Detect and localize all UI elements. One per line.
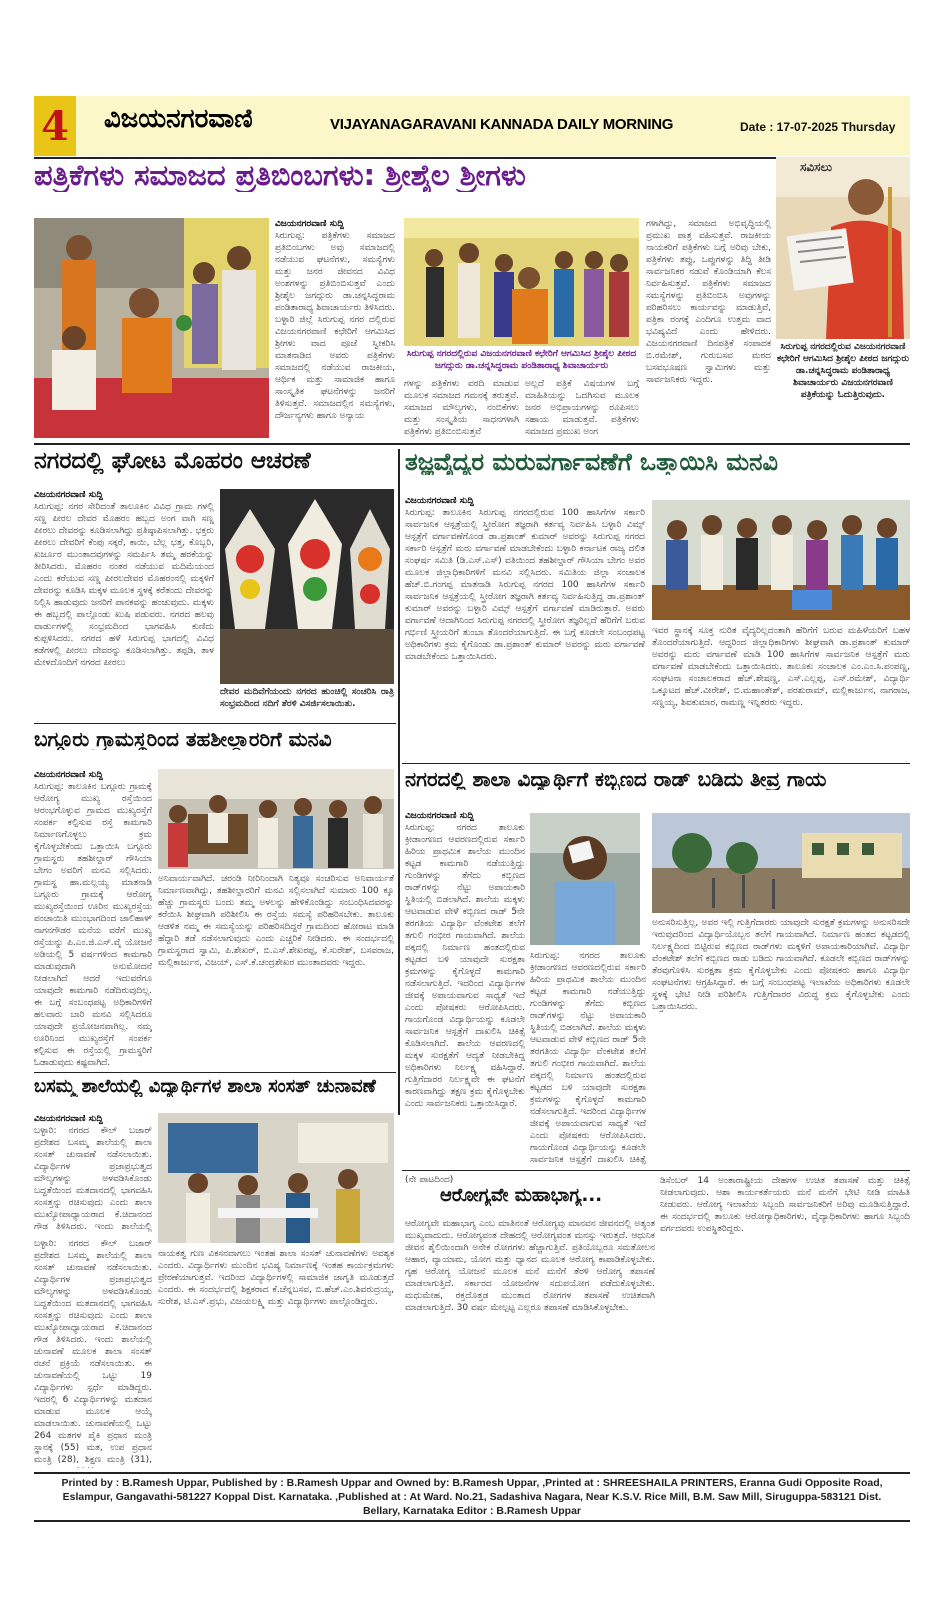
story-text: ಗಳಾಗಿದ್ದು, ಸಮಾಜದ ಅಭಿವೃದ್ಧಿಯಲ್ಲಿ ಪ್ರಮುಖ ಪಾತ್ರ ವಹಿಸುತ್ತವೆ. ರಾಜಕೀಯ ನಾಯಕರಿಗೆ ಪತ್ರಿಕೆಗಳು ಬಗ್ಗೆ ಅರಿವು ಬೇಕು, ಪತ್ರಿಕೆಗಳು ತಪ್ಪು, ಒಪ್ಪುಗಳನ್ನು ತಿದ್ದಿ ತೀಡಿ ಸಾರ್ವಜನಿಕರ ನಡುವೆ ಕೊಂಡಿಯಾಗಿ ಕೆಲಸ ನಿರ್ವಹಿಸುತ್ತವೆ. ಪತ್ರಿಕೆಗಳು ಸಮಾಜದ ಸಮಸ್ಯೆಗಳನ್ನು ಪ್ರತಿಬಿಂಬಿಸಿ ಅವುಗಳನ್ನು ಪರಿಹರಿಸಲು ಕಾರ್ಯವನ್ನು ಮಾಡುತ್ತಿವೆ, ಪತ್ರಿಕಾ ರಂಗಕ್ಕೆ ಎಂದಿಗೂ ಉತ್ತಮ ವಾದ ಭವಿಷ್ಯವಿದೆ ಎಂದು ಹೇಳಿದರು. ವಿಜಯನಗರವಾಣಿ ದಿನಪತ್ರಿಕೆ ಸಂಪಾದಕ ಬಿ.ರಮೇಶ್, ಗುರುಬಸವ ಮಠದ ಬಸವಭೂಷಣ ಸ್ವಾಮಿಗಳು ಮತ್ತು ಸಾರ್ವಜನಿಕರು ಇದ್ದರು. — [646, 219, 771, 385]
story-dateline: ವಿಜಯನಗರವಾಣಿ ಸುದ್ದಿ — [405, 496, 474, 506]
news-photo — [404, 218, 639, 346]
imprint-line: Eslampur, Gangavathi-581227 Koppal Dist. Karnataka. ,Published at : At Ward. No.21, Sadashiva Nagara, Near K.S.V. Rice Mill, B.M. Saw Mill, Siruguppa-583121 Dist. — [62, 1491, 882, 1503]
story-text: ಸಿರುಗುಪ್ಪ: ಪತ್ರಿಕೆಗಳು ಸಮಾಜದ ಪ್ರತಿಬಿಂಬಗಳು ಅವು ಸಮಾಜದಲ್ಲಿ ನಡೆಯುವ ಘಟನೆಗಳು, ಸಮಸ್ಯೆಗಳು ಮತ್ತು ಜನರ ಜೀವನದ ವಿವಿಧ ಅಂಶಗಳನ್ನು ಪ್ರತಿಬಿಂಬಿಸುತ್ತವೆ ಎಂದು ಶ್ರೀಶೈಲ ಜಗದ್ಗುರು ಡಾ.ಚನ್ನಸಿದ್ಧರಾಮ ಪಂಡಿತಾರಾಧ್ಯ ಶಿವಾಚಾರ್ಯರು ತಿಳಿಸಿದರು. ಬಳ್ಳಾರಿ ಜಿಲ್ಲೆ ಸಿರುಗುಪ್ಪ ನಗರ ದಲ್ಲಿರುವ ವಿಜಯನಗರವಾಣಿ ಕಛೇರಿಗೆ ಆಗಮಿಸಿದ ಶ್ರೀಗಳು ವಾದ ಪೂಜೆ ಸ್ವೀಕರಿಸಿ ಮಾತನಾಡಿದ ಅವರು ಪತ್ರಿಕೆಗಳು ಸಮಾಜದಲ್ಲಿ ನಡೆಯುವ ರಾಜಕೀಯ, ಆರ್ಥಿಕ ಮತ್ತು ಸಾಮಾಜಿಕ ಹಾಗೂ ಸಾಂಸ್ಕೃತಿಕ ಘಟನೆಗಳನ್ನು ಜನರಿಗೆ ತಿಳಿಸುತ್ತವೆ. ಸಮಾಜದಲ್ಲಿನ ಸಮಸ್ಯೆಗಳು, ದೌರ್ಜನ್ಯಗಳು ಹಾಗೂ ಅನ್ಯಾಯ — [275, 231, 395, 421]
photo-caption: ಸಿರುಗುಪ್ಪ ನಗರದಲ್ಲಿರುವ ವಿಜಯನಗರವಾಣಿ ಕಛೇರಿಗೆ ಆಗಮಿಸಿದ ಶ್ರೀಶೈಲ ಪೀಠದ ಜಗದ್ಗುರು ಡಾ.ಚನ್ನಸಿದ್ಧರಾಮ ಪಂಡಿತಾರಾಧ್ಯ ಶಿವಾಚಾರ್ಯರು ವಿಜಯನಗರವಾಣಿ ಪತ್ರಿಕೆಯನ್ನು ಓದುತ್ತಿರುವುದು. — [776, 342, 910, 400]
story-headline: ಪತ್ರಿಕೆಗಳು ಸಮಾಜದ ಪ್ರತಿಬಿಂಬಗಳು: ಶ್ರೀಶೈಲ ಶ್ರೀಗಳು — [34, 160, 526, 192]
story-text: ಆರೋಗ್ಯವೇ ಮಹಾಭಾಗ್ಯ ಎಂಬ ಮಾತಿನಂತೆ ಆರೋಗ್ಯವು ಮಾನವನ ಜೀವನದಲ್ಲಿ ಅತ್ಯಂತ ಮುಖ್ಯವಾದುದು. ಆರೋಗ್ಯವಂತ ದೇಹದಲ್ಲಿ ಆರೋಗ್ಯವಂತ ಮನಸ್ಸು ಇರುತ್ತದೆ. ಆಧುನಿಕ ಜೀವನ ಶೈಲಿಯಿಂದಾಗಿ ಅನೇಕ ರೋಗಗಳು ಹೆಚ್ಚಾಗುತ್ತಿವೆ. ಪ್ರತಿಯೊಬ್ಬರೂ ಸಮತೋಲನ ಆಹಾರ, ವ್ಯಾಯಾಮ, ಯೋಗ ಮತ್ತು ಧ್ಯಾನದ ಮೂಲಕ ಆರೋಗ್ಯ ಕಾಪಾಡಿಕೊಳ್ಳಬೇಕು. ಗೃಹ ಆರೋಗ್ಯ ಯೋಜನೆ ಮೂಲಕ ಮನೆ ಮನೆಗೆ ತೆರಳಿ ಆರೋಗ್ಯ ತಪಾಸಣೆ ಮಾಡಲಾಗುತ್ತಿದೆ. ಸರ್ಕಾರದ ಯೋಜನೆಗಳ ಸದುಪಯೋಗ ಪಡೆದುಕೊಳ್ಳಬೇಕು. ಮಧುಮೇಹ, ರಕ್ತದೊತ್ತಡ ಮುಂತಾದ ರೋಗಗಳ ತಪಾಸಣೆ ಉಚಿತವಾಗಿ ಮಾಡಲಾಗುತ್ತಿದೆ. 30 ವರ್ಷ ಮೇಲ್ಪಟ್ಟ ಎಲ್ಲರೂ ತಪಾಸಣೆ ಮಾಡಿಸಿಕೊಳ್ಳಬೇಕು. — [405, 1219, 655, 1313]
divider — [34, 723, 396, 724]
imprint-line: Bellary, Karnataka Editor : B.Ramesh Uppar — [362, 1505, 582, 1517]
news-photo — [158, 769, 394, 869]
page-number: 4 — [34, 96, 76, 156]
newspaper-title-kannada: ವಿಜಯನಗರವಾಣಿ — [104, 104, 253, 134]
story-text: ಅನಿವಾರ್ಯವಾಗಿದೆ. ಚರಂಡಿ ನೀರಿನಿಂದಾಗಿ ನಿತ್ಯವೂ ಸಂಚರಿಸುವ ಅನಿವಾರ್ಯತೆ ನಿರ್ಮಾಣವಾಗಿದ್ದು, ತಹಶೀಲ್ದಾರರಿಗೆ ಮನವಿ ಸಲ್ಲಿಸಲಾಗಿದೆ ಸುಮಾರು 100 ಕ್ಕೂ ಹೆಚ್ಚು ಗ್ರಾಮಸ್ಥರು ಬಂದು ತಮ್ಮ ಅಳಲನ್ನು ಹೇಳಿಕೊಂಡಿದ್ದು ಸಂಬಂಧಿಸಿದವರನ್ನು ಕರೆಯಿಸಿ ಶೀಘ್ರವಾಗಿ ಪರಿಶೀಲಿಸಿ ಈ ರಸ್ತೆಯ ಸಮಸ್ಯೆ ಪರಿಹರಿಸಬೇಕು. ತಾಲೂಕು ಆಡಳಿತ ನಮ್ಮ ಈ ಸಮಸ್ಯೆಯನ್ನು ಪರಿಹರಿಸದಿದ್ದರೆ ಗ್ರಾಮದಿಂದ ಹೋರಾಟ ಮಾಡಿ ಹೆದ್ದಾರಿ ತಡೆ ನಡೆಸಲಾಗುವುದು ಎಂದು ಎಚ್ಚರಿಕೆ ನೀಡಿದರು. ಈ ಸಂದರ್ಭದಲ್ಲಿ ಗ್ರಾಮಸ್ಥರಾದ ಸ್ವಾಮಿ, ಪಿ.ಶೇಖರ್, ಬಿ.ಎಸ್.ಶೇಖರಪ್ಪ, ಕೆ.ಸುರೇಶ್, ಬಸವರಾಜ, ಮಲ್ಲಿಕಾರ್ಜುನ, ವಿಜಯ್, ಎಸ್.ಕೆ.ಚಂದ್ರಶೇಖರ ಮುಂತಾದವರು ಇದ್ದರು. — [158, 874, 394, 968]
newspaper-title-english: VIJAYANAGARAVANI KANNADA DAILY MORNING — [330, 116, 674, 133]
story-text: ಅನುಸರಿಸುತ್ತಿಲ್ಲ, ಅವರ ಇಲ್ಲಿ ಗುತ್ತಿಗೆದಾರರು ಯಾವುದೇ ಸುರಕ್ಷತೆ ಕ್ರಮಗಳನ್ನು ಅನುಸರಿಸದೇ ಇರುವುದರಿಂದ ವಿದ್ಯಾರ್ಥಿಯೊಬ್ಬನ ತಲೆಗೆ ಗಾಯವಾಗಿದೆ. ನಿರ್ಮಾಣ ಹಂತದ ಕಟ್ಟಡದಲ್ಲಿ ನಿರ್ಲಕ್ಷ್ಯದಿಂದ ಬಿಟ್ಟಿರುವ ಕಬ್ಬಿಣದ ರಾಡ್‌ಗಳು ಮಕ್ಕಳಿಗೆ ಅಪಾಯಕಾರಿಯಾಗಿವೆ. ವಿದ್ಯಾರ್ಥಿ ವೆಂಕಟೇಶ್ ತಲೆಗೆ ಕಬ್ಬಿಣದ ರಾಡು ಬಡಿದು ಗಾಯವಾಗಿದೆ. ಕೂಡಲೇ ಕಬ್ಬಿಣದ ರಾಡ್‌ಗಳನ್ನು ತೆರವುಗೊಳಿಸಿ ಸುರಕ್ಷತಾ ಕ್ರಮ ಕೈಗೊಳ್ಳಬೇಕು ಎಂದು ಪೋಷಕರು ಹಾಗೂ ವಿದ್ಯಾರ್ಥಿ ಸಂಘಟನೆಗಳು ಆಗ್ರಹಿಸಿದ್ದಾರೆ. ಈ ಬಗ್ಗೆ ಸಂಬಂಧಪಟ್ಟ ಇಲಾಖೆಯ ಅಧಿಕಾರಿಗಳು ಕೂಡಲೇ ಸ್ಥಳಕ್ಕೆ ಭೇಟಿ ನೀಡಿ ಪರಿಶೀಲಿಸಿ ಗುತ್ತಿಗೆದಾರರ ವಿರುದ್ಧ ಕ್ರಮ ಕೈಗೊಳ್ಳಬೇಕು ಎಂದು ಒತ್ತಾಯಿಸಿದರು. — [652, 918, 910, 1012]
story-dateline: ವಿಜಯನಗರವಾಣಿ ಸುದ್ದಿ — [34, 1114, 103, 1124]
divider — [402, 763, 910, 764]
news-photo — [776, 157, 910, 339]
story-text: ಗಳನ್ನು ಪತ್ರಿಕೆಗಳು ವರದಿ ಮಾಡುವ ಮೂಲಕ ಸಮಾಜದ ಗಮನಕ್ಕೆ ತರುತ್ತವೆ. ಸಮಾಜದ ಮೌಲ್ಯಗಳು, ನಂಬಿಕೆಗಳು ಮತ್ತು ಸಂಸ್ಕೃತಿಯ ಸಾಧನಗಳಾಗಿ ಪತ್ರಿಕೆಗಳು ಪ್ರತಿಬಿಂಬಿಸುತ್ತವೆ — [404, 379, 519, 437]
photo-caption: ದೇವರ ಮದಿವೆಗೆಯಂದು ನಗರದ ಹುಂಚಿಲ್ಲಿ ಸಂಚರಿಸಿ ರಾತ್ರಿ ಸಂಭ್ರಮದಿಂದ ನದಿಗೆ ತೆರಳಿ ವಿಸರ್ಜಿಸಲಾಯಿತು. — [220, 687, 394, 709]
story-text: ಸಿರುಗುಪ್ಪ: ನಗರದ ತಾಲೂಕು ಕ್ರೀಡಾಂಗಣದ ಆವರಣದಲ್ಲಿರುವ ಸರ್ಕಾರಿ ಹಿರಿಯ ಪ್ರಾಥಮಿಕ ಶಾಲೆಯ ಮುಂದಿನ ಕಟ್ಟಡ ಕಾಮಗಾರಿ ನಡೆಯುತ್ತಿದ್ದು ಗುಂಡಿಗಳನ್ನು ತೆಗೆದು ಕಬ್ಬಿಣದ ರಾಡ್‌ಗಳನ್ನು ನೆಟ್ಟು ಅಪಾಯಕಾರಿ ಸ್ಥಿತಿಯಲ್ಲಿ ಬಿಡಲಾಗಿದೆ. ಶಾಲೆಯ ಮಕ್ಕಳು ಆಟವಾಡುವ ವೇಳೆ ಕಬ್ಬಿಣದ ರಾಡ್ 5ನೇ ತರಗತಿಯ ವಿದ್ಯಾರ್ಥಿ ವೆಂಕಟೇಶ ತಲೆಗೆ ತಗುಲಿ ಗಂಭೀರ ಗಾಯವಾಗಿದೆ. ಶಾಲೆಯ ಪಕ್ಕದಲ್ಲಿ ನಿರ್ಮಾಣ ಹಂತದಲ್ಲಿರುವ ಕಟ್ಟಡದ ಬಳಿ ಯಾವುದೇ ಸುರಕ್ಷತಾ ಕ್ರಮಗಳನ್ನು ಕೈಗೊಳ್ಳದೆ ಕಾಮಗಾರಿ ನಡೆಸಲಾಗುತ್ತಿದೆ. ಇದರಿಂದ ವಿದ್ಯಾರ್ಥಿಗಳ ಜೀವಕ್ಕೆ ಅಪಾಯವಾಗುವ ಸಾಧ್ಯತೆ ಇದೆ ಎಂದು ಪೋಷಕರು ಆರೋಪಿಸಿದರು. ಗಾಯಗೊಂಡ ವಿದ್ಯಾರ್ಥಿಯನ್ನು ಕೂಡಲೇ ಸಾರ್ವಜನಿಕ ಆಸ್ಪತ್ರೆಗೆ ದಾಖಲಿಸಿ ಚಿಕಿತ್ಸೆ — [530, 951, 646, 1165]
story-text: ಸಿರುಗುಪ್ಪ: ತಾಲೂಕಿನ ಸಿರುಗುಪ್ಪ ನಗರದಲ್ಲಿರುವ 100 ಹಾಸಿಗೆಗಳ ಸರ್ಕಾರಿ ಸಾರ್ವಜನಿಕ ಆಸ್ಪತ್ರೆಯಲ್ಲಿ ಸ್ತ್ರೀರೋಗ ತಜ್ಞರಾಗಿ ಕರ್ತವ್ಯ ನಿರ್ವಹಿಸಿ ಬಳ್ಳಾರಿ ವಿಮ್ಸ್ ಆಸ್ಪತ್ರೆಗೆ ವರ್ಗಾವಣೆಗೊಂಡ ಡಾ.ಪ್ರಶಾಂತ್ ಕುಮಾರ್ ಅವರನ್ನು ಸಿರುಗುಪ್ಪ ನಗರದ ಸರ್ಕಾರಿ ಆಸ್ಪತ್ರೆಗೆ ಮರು ವರ್ಗಾವಣೆ ಮಾಡಬೇಕೆಂದು ಬಳ್ಳಾರಿ ಕರ್ನಾಟಕ ರಾಜ್ಯ ದಲಿತ ಸಂಘರ್ಷ ಸಮಿತಿ (ಡಿ.ಎಸ್.ಎಸ್) ವತಿಯಿಂದ ತಹಶೀಲ್ದಾರ್ ಗೌಸಿಯಾ ಬೇಗಂ ಅವರ ಮೂಲಕ ಜಿಲ್ಲಾಧಿಕಾರಿಗಳಿಗೆ ಮನವಿ ಸಲ್ಲಿಸಿದರು. ಸಮಿತಿಯ ಜಿಲ್ಲಾ ಸಂಚಾಲಕ ಹೆಚ್.ಬಿ.ಗಂಗಪ್ಪ ಮಾತನಾಡಿ ಸಿರುಗುಪ್ಪ ನಗರದ 100 ಹಾಸಿಗೆಗಳ ಸರ್ಕಾರಿ ಸಾರ್ವಜನಿಕ ಆಸ್ಪತ್ರೆಯಲ್ಲಿ ಸ್ತ್ರೀರೋಗ ತಜ್ಞರಾಗಿ ಕರ್ತವ್ಯ ನಿರ್ವಹಿಸುತ್ತಿದ್ದ ಡಾ.ಪ್ರಶಾಂತ್ ಕುಮಾರ್ ಅವರನ್ನು ಬಳ್ಳಾರಿ ವಿಮ್ಸ್ ಆಸ್ಪತ್ರೆಗೆ ವರ್ಗಾವಣೆ ಮಾಡಿರುತ್ತಾರೆ. ಅವರು ವರ್ಗಾವಣೆ ಆದಾಗಿನಿಂದ ಸಿರುಗುಪ್ಪ ನಗರದಲ್ಲಿ ಸ್ತ್ರೀರೋಗ ತಜ್ಞರಿಲ್ಲದೆ ಹೆರಿಗೆಗೆ ಬರುವ ಗರ್ಭಿಣಿ ಸ್ತ್ರೀಯರಿಗೆ ತುಂಬಾ ತೊಂದರೆಯಾಗುತ್ತಿದೆ. ಈ ಬಗ್ಗೆ ಕೂಡಲೇ ಸಂಬಂಧಪಟ್ಟ ಅಧಿಕಾರಿಗಳು ಕ್ರಮ ಕೈಗೊಂಡು ಡಾ.ಪ್ರಶಾಂತ್ ಕುಮಾರ್ ಅವರನ್ನು ಮರು ವರ್ಗಾವಣೆ ಮಾಡಬೇಕೆಂದು ಒತ್ತಾಯಿಸಿದರು. — [405, 508, 645, 662]
divider — [402, 1170, 910, 1171]
story-dateline: ವಿಜಯನಗರವಾಣಿ ಸುದ್ದಿ — [405, 811, 474, 821]
story-headline: ಬಗ್ಗೂರು ಗ್ರಾಮಸ್ಥರಿಂದ ತಹಶೀಲ್ದಾರರಿಗೆ ಮನವಿ — [34, 728, 332, 750]
story-body — [34, 769, 152, 1069]
story-body — [275, 218, 395, 438]
story-body — [405, 810, 525, 1166]
story-dateline: ವಿಜಯನಗರವಾಣಿ ಸುದ್ದಿ — [275, 219, 344, 229]
news-photo — [652, 500, 910, 620]
news-photo — [220, 489, 394, 684]
story-text: ನಾಯಕತ್ವ ಗುಣ ವಿಕಸನವಾಗಲು ಇಂತಹ ಶಾಲಾ ಸಂಸತ್ ಚುನಾವಣೆಗಳು ಅವಶ್ಯಕ ಎಂದರು. ವಿದ್ಯಾರ್ಥಿಗಳು ಮುಂದಿನ ಭವಿಷ್ಯ ನಿರ್ಮಾಣಕ್ಕೆ ಇಂತಹ ಕಾರ್ಯಕ್ರಮಗಳು ಪ್ರೇರಣೆಯಾಗುತ್ತವೆ. ಇದರಿಂದ ವಿದ್ಯಾರ್ಥಿಗಳಲ್ಲಿ ಸಾಮಾಜಿಕ ಜಾಗೃತಿ ಮೂಡುತ್ತದೆ ಎಂದರು. ಈ ಸಂದರ್ಭದಲ್ಲಿ ಶಿಕ್ಷಕರಾದ ಕೆ.ಚೆನ್ನಬಸವ, ಬಿ.ಹೆಚ್.ಎಂ.ಶಿವರುದ್ರಯ್ಯ, ಸುರೇಶ, ಟಿ.ಎಸ್.ಪ್ರಭು, ವಿಜಯಲಕ್ಷ್ಮಿ ಮತ್ತು ವಿದ್ಯಾರ್ಥಿಗಳು ಪಾಲ್ಗೊಂಡಿದ್ದರು. — [158, 1249, 394, 1307]
news-photo — [34, 218, 269, 438]
story-dateline: ವಿಜಯನಗರವಾಣಿ ಸುದ್ದಿ — [34, 770, 103, 780]
news-photo — [652, 813, 910, 913]
story-body — [34, 489, 214, 699]
story-headline: ತಜ್ಞವೈದ್ಯರ ಮರುವರ್ಗಾವಣೆಗೆ ಒತ್ತಾಯಿಸಿ ಮನವಿ — [405, 449, 778, 476]
news-photo — [158, 1113, 394, 1243]
story-headline: ಆರೋಗ್ಯವೇ ಮಹಾಭಾಗ್ಯ... — [440, 1186, 603, 1206]
story-text: ಸಿರುಗುಪ್ಪ: ನಗರದ ತಾಲೂಕು ಕ್ರೀಡಾಂಗಣದ ಆವರಣದಲ್ಲಿರುವ ಸರ್ಕಾರಿ ಹಿರಿಯ ಪ್ರಾಥಮಿಕ ಶಾಲೆಯ ಮುಂದಿನ ಕಟ್ಟಡ ಕಾಮಗಾರಿ ನಡೆಯುತ್ತಿದ್ದು ಗುಂಡಿಗಳನ್ನು ತೆಗೆದು ಕಬ್ಬಿಣದ ರಾಡ್‌ಗಳನ್ನು ನೆಟ್ಟು ಅಪಾಯಕಾರಿ ಸ್ಥಿತಿಯಲ್ಲಿ ಬಿಡಲಾಗಿದೆ. ಶಾಲೆಯ ಮಕ್ಕಳು ಆಟವಾಡುವ ವೇಳೆ ಕಬ್ಬಿಣದ ರಾಡ್ 5ನೇ ತರಗತಿಯ ವಿದ್ಯಾರ್ಥಿ ವೆಂಕಟೇಶ ತಲೆಗೆ ತಗುಲಿ ಗಂಭೀರ ಗಾಯವಾಗಿದೆ. ಶಾಲೆಯ ಪಕ್ಕದಲ್ಲಿ ನಿರ್ಮಾಣ ಹಂತದಲ್ಲಿರುವ ಕಟ್ಟಡದ ಬಳಿ ಯಾವುದೇ ಸುರಕ್ಷತಾ ಕ್ರಮಗಳನ್ನು ಕೈಗೊಳ್ಳದೆ ಕಾಮಗಾರಿ ನಡೆಸಲಾಗುತ್ತಿದೆ. ಇದರಿಂದ ವಿದ್ಯಾರ್ಥಿಗಳ ಜೀವಕ್ಕೆ ಅಪಾಯವಾಗುವ ಸಾಧ್ಯತೆ ಇದೆ ಎಂದು ಪೋಷಕರು ಆರೋಪಿಸಿದರು. ಗಾಯಗೊಂಡ ವಿದ್ಯಾರ್ಥಿಯನ್ನು ಕೂಡಲೇ ಸಾರ್ವಜನಿಕ ಆಸ್ಪತ್ರೆಗೆ ದಾಖಲಿಸಿ ಚಿಕಿತ್ಸೆ ಕೊಡಿಸಲಾಗಿದೆ. ಶಾಲೆಯ ಆವರಣದಲ್ಲಿ ಮಕ್ಕಳ ಸುರಕ್ಷತೆಗೆ ಆದ್ಯತೆ ನೀಡಬೇಕಿದ್ದ ಅಧಿಕಾರಿಗಳು ನಿರ್ಲಕ್ಷ್ಯ ವಹಿಸಿದ್ದಾರೆ. ಗುತ್ತಿಗೆದಾರರ ನಿರ್ಲಕ್ಷ್ಯವೇ ಈ ಘಟನೆಗೆ ಕಾರಣವಾಗಿದ್ದು ತಕ್ಷಣ ಕ್ರಮ ಕೈಗೊಳ್ಳಬೇಕು ಎಂದು ಸಾರ್ವಜನಿಕರು ಒತ್ತಾಯಿಸಿದ್ದಾರೆ. — [405, 823, 525, 1109]
divider — [34, 1072, 396, 1073]
divider — [34, 1520, 910, 1522]
story-text: ಡಿಸೆಂಬರ್ 14 ಅಂತಾರಾಷ್ಟ್ರೀಯ ದೇಹಗಳ ಉಚಿತ ತಪಾಸಣೆ ಮತ್ತು ಚಿಕಿತ್ಸೆ ನೀಡಲಾಗುವುದು. ಆಶಾ ಕಾರ್ಯಕರ್ತೆಯರು ಮನೆ ಮನೆಗೆ ಭೇಟಿ ನೀಡಿ ಮಾಹಿತಿ ನೀಡುವರು. ಆರೋಗ್ಯ ಇಲಾಖೆಯ ಸಿಬ್ಬಂದಿ ಸಾರ್ವಜನಿಕರಿಗೆ ಅರಿವು ಮೂಡಿಸುತ್ತಿದ್ದಾರೆ. ಈ ಸಂದರ್ಭದಲ್ಲಿ ತಾಲೂಕು ಆರೋಗ್ಯಾಧಿಕಾರಿಗಳು, ವೈದ್ಯಾಧಿಕಾರಿಗಳು ಹಾಗೂ ಸಿಬ್ಬಂದಿ ವರ್ಗದವರು ಉಪಸ್ಥಿತರಿದ್ದರು. — [660, 1176, 910, 1234]
story-headline: ನಗರದಲ್ಲಿ ಶಾಲಾ ವಿದ್ಯಾರ್ಥಿಗೆ ಕಬ್ಬಿಣದ ರಾಡ್ ಬಡಿದು ತೀವ್ರ ಗಾಯ — [405, 768, 827, 790]
column-divider — [398, 449, 400, 1115]
issue-date: Date : 17-07-2025 Thursday — [740, 120, 896, 134]
story-body — [405, 495, 645, 739]
divider — [34, 443, 910, 445]
story-text: ಸಿರುಗುಪ್ಪ: ನಗರ ಸೇರಿದಂತೆ ತಾಲೂಕಿನ ವಿವಿಧ ಗ್ರಾಮ ಗಳಲ್ಲಿ ಸಣ್ಣ ಪೀರಲ ದೇವರ ಮೊಹರಂ ಹಬ್ಬದ ಅಂಗ ವಾಗಿ ಸಣ್ಣ ಪೀರಲು ದೇವರನ್ನು ಕೂಡಿಸಲಾಗಿದ್ದು ಪ್ರತಿಷ್ಠಾಪಿಸಲಾಗಿತ್ತು. ಭಕ್ತರು ಪೀರಲು ದೇವರಿಗೆ ಕೆಂಪು ಸಕ್ಕರೆ, ಕಾಯಿ, ಬೆಲ್ಲ ಭತ್ತ, ಕೊಬ್ಬರಿ, ಖರ್ಜೂರ ಮುಂತಾದವುಗಳನ್ನು ಸಮರ್ಪಿಸಿ ತಮ್ಮ ಹರಕೆಯನ್ನು ತೀರಿಸಿದರು. ಮೊಹರಂ ನಂತರ ನಡೆಯುವ ಮದಿಮೆಯಂದ ಎಂದು ಕರೆಯುವ ಸಣ್ಣ ಪೀರಲದೇವರ ಮೊಹರಂನಲ್ಲಿ ಮಕ್ಕಳಿಗೆ ದೇವರನ್ನು ಕೂಡಿಸಿ ಮಕ್ಕಳ ಮೂಲಕ ಸ್ಥಳಕ್ಕೆ ಕರೆತಂದು ದೇವರನ್ನು ನಿಲ್ಲಿಸಿ ಹಾಡುವುದು ಜನರಿಗೆ ಪಾನಕವನ್ನು ಹಂಚುವುದು. ಮಕ್ಕಳು ಈ ಹಬ್ಬದಲ್ಲಿ ಪಾಲ್ಗೊಂಡು ಖುಷಿ ಪಡುವರು. ನಗರದ ಹಲವು ವಾರ್ಡುಗಳಲ್ಲಿ ಸಂಭ್ರಮದಿಂದ ಭಾಗವಹಿಸಿ ಕುಣಿದು ಕುಪ್ಪಳಿಸಿದರು. ನಗರದ ಹಳೆ ಸಿರುಗುಪ್ಪ ಭಾಗದಲ್ಲಿ ವಿವಿಧ ಕಡೆಗಳಲ್ಲಿ ಪೀರಲು ದೇವರನ್ನು ಕೂಡಿಸಲಾಗಿತ್ತು. ತಪ್ಪಡಿ, ತಾಳ ಮೇಳದೊಂದಿಗೆ ನಗರದ ಪೀರಲು — [34, 502, 214, 668]
story-dateline: ವಿಜಯನಗರವಾಣಿ ಸುದ್ದಿ — [34, 490, 103, 500]
photo-label: ಸವಿಸಲು — [800, 160, 833, 174]
story-headline: ಬಸಮ್ಮ ಶಾಲೆಯಲ್ಲಿ ವಿದ್ಯಾರ್ಥಿಗಳ ಶಾಲಾ ಸಂಸತ್ ಚುನಾವಣೆ — [34, 1077, 376, 1097]
story-kicker: (ನೇ ಪಾಟದಿಂದ) — [405, 1175, 454, 1185]
story-text: ಅಲ್ಲದೆ ಪತ್ರಿಕೆ ವಿಷಯಗಳ ಬಗ್ಗೆ ಮಾಹಿತಿಯನ್ನು ಒದಗಿಸುವ ಮೂಲಕ ಜನರ ಅಭಿಪ್ರಾಯಗಳನ್ನು ರೂಪಿಸಲು ಸಹಾಯ ಮಾಡುತ್ತವೆ. ಪತ್ರಿಕೆಗಳು ಸಮಾಜದ ಪ್ರಮುಖ ಅಂಗ — [525, 379, 639, 437]
story-text: ಇವರ ಸ್ಥಾನಕ್ಕೆ ಸೂಕ್ತ ನುರಿತ ವೈದ್ಯರಿಲ್ಲದಂತಾಗಿ ಹೆರಿಗೆಗೆ ಬರುವ ಮಹಿಳೆಯರಿಗೆ ಬಹಳ ತೊಂದರೆಯಾಗುತ್ತಿದೆ. ಆದ್ದರಿಂದ ಜಿಲ್ಲಾಧಿಕಾರಿಗಳು ಶೀಘ್ರವಾಗಿ ಡಾ.ಪ್ರಶಾಂತ್ ಕುಮಾರ್ ಅವರನ್ನು ಮರು ವರ್ಗಾವಣೆ ಮಾಡಿ 100 ಹಾಸಿಗೆಗಳ ಸಾರ್ವಜನಿಕ ಆಸ್ಪತ್ರೆಗೆ ಮರು ವರ್ಗಾವಣೆ ಮಾಡಬೇಕೆಂದು ಒತ್ತಾಯಿಸಿದರು. ತಾಲೂಕು ಸಂಚಾಲಕ ಎಂ.ಎಂ.ಸಿ.ಪಂಪಣ್ಣ, ಸಂಘಟನಾ ಸಂಚಾಲಕರಾದ ಹೆಚ್.ಶೇಷಣ್ಣ, ಎಸ್.ಎಲ್ಲಪ್ಪ, ಎಸ್.ರಮೇಶ್, ವಿದ್ಯಾರ್ಥಿ ಒಕ್ಕೂಟದ ಹೆಚ್.ವೀರೇಶ್, ಬಿ.ಮಹಾಂತೇಶ್, ಪರಶುರಾಮ್, ಮಲ್ಲಿಕಾರ್ಜುನ, ನಾಗರಾಜ, ಸಣ್ಣಯ್ಯ, ಶಿವಕುಮಾರ, ರಾಮಣ್ಣ ಇನ್ನಿತರರು ಇದ್ದರು. — [652, 626, 910, 708]
story-text: ಬಳ್ಳಾರಿ: ನಗರದ ಕೌಲ್ ಬಜಾರ್ ಪ್ರದೇಶದ ಬಸಮ್ಮ ಶಾಲೆಯಲ್ಲಿ ಶಾಲಾ ಸಂಸತ್ ಚುನಾವಣೆ ನಡೆಸಲಾಯಿತು. ವಿದ್ಯಾರ್ಥಿಗಳ ಪ್ರಜಾಪ್ರಭುತ್ವದ ಮೌಲ್ಯಗಳನ್ನು ಅಳವಡಿಸಿಕೊಂಡು ಬದ್ಧತೆಯಿಂದ ಮತದಾನದಲ್ಲಿ ಭಾಗವಹಿಸಿ ಸಂಸತ್ತನ್ನು ರಚಿಸುವುದು ಎಂದು ಶಾಲಾ ಮುಖ್ಯೋಪಾಧ್ಯಾಯರಾದ ಕೆ.ಚಿದಾನಂದ ಗೌಡ ತಿಳಿಸಿದರು. ಇಂದು ಶಾಲೆಯಲ್ಲಿ ಚುನಾವಣೆ ಮೂಲಕ ಶಾಲಾ ಸಂಸತ್ ರಚನೆ ಪ್ರಕ್ರಿಯೆ ನಡೆಸಲಾಯಿತು. ಈ ಚುನಾವಣೆಯಲ್ಲಿ ಒಟ್ಟು 19 ವಿದ್ಯಾರ್ಥಿಗಳು ಸ್ಪರ್ಧೆ ಮಾಡಿದ್ದರು. ಇದರಲ್ಲಿ 6 ವಿದ್ಯಾರ್ಥಿಗಳನ್ನು ಮತದಾನ ಮಾಡುವ ಮೂಲಕ ಆಯ್ಕೆ ಮಾಡಲಾಯಿತು. ಚುನಾವಣೆಯಲ್ಲಿ ಒಟ್ಟು 264 ಮತಗಳ ಪೈಕಿ ಪ್ರಧಾನ ಮಂತ್ರಿ ಸ್ಥಾನಕ್ಕೆ (55) ಮತ, ಉಪ ಪ್ರಧಾನ ಮಂತ್ರಿ (28), ಶಿಕ್ಷಣ ಮಂತ್ರಿ (31), — [34, 1239, 152, 1465]
story-text: ಬಳ್ಳಾರಿ: ನಗರದ ಕೌಲ್ ಬಜಾರ್ ಪ್ರದೇಶದ ಬಸಮ್ಮ ಶಾಲೆಯಲ್ಲಿ ಶಾಲಾ ಸಂಸತ್ ಚುನಾವಣೆ ನಡೆಸಲಾಯಿತು. ವಿದ್ಯಾರ್ಥಿಗಳ ಪ್ರಜಾಪ್ರಭುತ್ವದ ಮೌಲ್ಯಗಳನ್ನು ಅಳವಡಿಸಿಕೊಂಡು ಬದ್ಧತೆಯಿಂದ ಮತದಾನದಲ್ಲಿ ಭಾಗವಹಿಸಿ ಸಂಸತ್ತನ್ನು ರಚಿಸುವುದು ಎಂದು ಶಾಲಾ ಮುಖ್ಯೋಪಾಧ್ಯಾಯರಾದ ಕೆ.ಚಿದಾನಂದ ಗೌಡ ತಿಳಿಸಿದರು. ಇಂದು ಶಾಲೆಯಲ್ಲಿ — [34, 1126, 152, 1232]
news-photo — [530, 813, 640, 945]
story-body — [34, 1113, 152, 1233]
divider — [34, 1472, 910, 1474]
imprint-line: Printed by : B.Ramesh Uppar, Published by : B.Ramesh Uppar and Owned by: B.Ramesh Uppar, ,Printed at : SHREESHAILA PRINTERS, Eranna Gudi Opposite Road, — [61, 1477, 883, 1489]
story-headline: ನಗರದಲ್ಲಿ ಘೋಟ ಮೊಹರಂ ಆಚರಣೆ — [34, 449, 311, 474]
story-text: ಸಿರುಗುಪ್ಪ: ತಾಲೂಕಿನ ಬಗ್ಗೂರು ಗ್ರಾಮಕ್ಕೆ ಆರೋಗ್ಯ ಮುಖ್ಯ ರಸ್ತೆಯಿಂದ ಆರಂಭಗೊಳ್ಳುವ ಗ್ರಾಮದ ಮುಖ್ಯರಸ್ತೆಗೆ ಸಂಪರ್ಕ ಕಲ್ಪಿಸುವ ರಸ್ತೆ ಕಾಮಗಾರಿ ನಿರ್ಮಾಣಗೊಳ್ಳಲು ಕ್ರಮ ಕೈಗೊಳ್ಳಬೇಕೆಂದು ಒತ್ತಾಯಿಸಿ ಬಗ್ಗೂರು ಗ್ರಾಮಸ್ಥರು ತಹಶೀಲ್ದಾರ್ ಗೌಸಿಯಾ ಬೇಗಂ ಅವರಿಗೆ ಮನವಿ ಸಲ್ಲಿಸಿದರು. ಗ್ರಾಮಸ್ಥ ಹಾ.ಮಲ್ಲಯ್ಯ ಮಾತನಾಡಿ ಬಗ್ಗೂರು ಗ್ರಾಮಕ್ಕೆ ಆರೋಗ್ಯ ಮುಖ್ಯರಸ್ತೆಯಿಂದ ಊರಿನ ಮುಖ್ಯರಸ್ತೆಯ ಪಂಚಾಯಿತಿ ಮುಂಭಾಗದಿಂದ ಜಾಲಿಹಾಳ್ ನಾಗನಗೌಡರ ಮನೆಯ ವರೆಗೆ ಮುಖ್ಯ ರಸ್ತೆಯನ್ನು ಪಿ.ಎಂ.ಜಿ.ಎಸ್.ವೈ ಯೋಜನೆ ಅಡಿಯಲ್ಲಿ 5 ವರ್ಷಗಳಿಂದ ಕಾಮಗಾರಿ ಮಾಡುವುದಾಗಿ ಅನುಮೋದನೆ ನೀಡಲಾಗಿದೆ ಆದರೆ ಇದುವರೆಗೂ ಯಾವುದೇ ಕಾಮಗಾರಿ ನಡೆದಿರುವುದಿಲ್ಲ. ಈ ಬಗ್ಗೆ ಸಂಬಂಧಪಟ್ಟ ಅಧಿಕಾರಿಗಳಿಗೆ ಹಲವಾರು ಬಾರಿ ಮನವಿ ಸಲ್ಲಿಸಿದರೂ ಯಾವುದೇ ಪ್ರಯೋಜನವಾಗಿಲ್ಲ. ನಮ್ಮ ಊರಿನಿಂದ ಮುಖ್ಯರಸ್ತೆಗೆ ಸಂಪರ್ಕ ಕಲ್ಪಿಸುವ ಈ ರಸ್ತೆಯಲ್ಲಿ ಗ್ರಾಮಸ್ಥರಿಗೆ ಓಡಾಡುವುದು ಕಷ್ಟವಾಗಿದೆ. — [34, 782, 152, 1068]
photo-caption: ಸಿರುಗುಪ್ಪ ನಗರದಲ್ಲಿರುವ ವಿಜಯನಗರವಾಣಿ ಕಛೇರಿಗೆ ಆಗಮಿಸಿದ ಶ್ರೀಶೈಲ ಪೀಠದ ಜಗದ್ಗುರು ಡಾ.ಚನ್ನಸಿದ್ಧರಾಮ ಪಂಡಿತಾರಾಧ್ಯ ಶಿವಾಚಾರ್ಯರು — [406, 349, 637, 371]
